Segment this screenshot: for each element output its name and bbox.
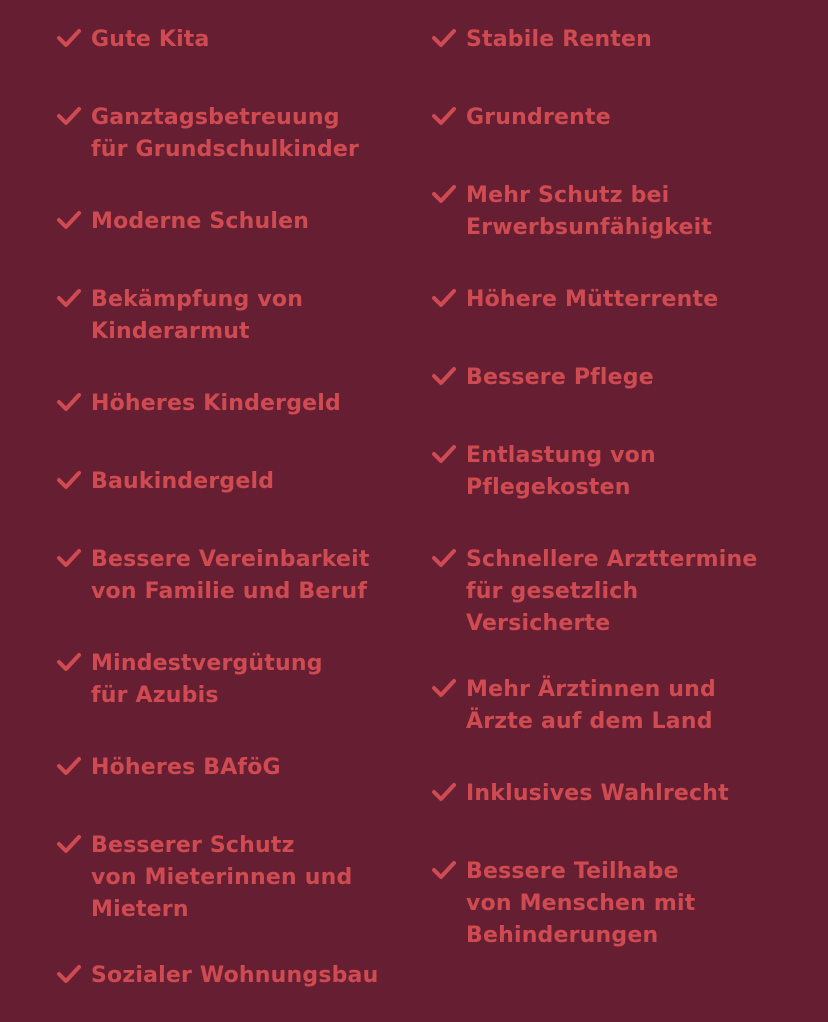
list-item-label: Grundrente bbox=[466, 105, 611, 130]
list-item bbox=[56, 544, 370, 608]
list-item bbox=[56, 466, 274, 498]
list-item bbox=[431, 362, 654, 394]
check-icon bbox=[56, 547, 82, 569]
check-icon bbox=[431, 547, 457, 569]
check-icon bbox=[56, 209, 82, 231]
check-icon bbox=[56, 833, 82, 855]
check-icon bbox=[431, 365, 457, 387]
list-item bbox=[431, 544, 758, 640]
check-icon bbox=[56, 651, 82, 673]
list-item bbox=[431, 180, 712, 244]
list-item bbox=[431, 674, 716, 738]
check-icon bbox=[431, 105, 457, 127]
list-item-label: Bessere Vereinbarkeit von Familie und Beruf bbox=[91, 547, 370, 604]
list-item-label: Schnellere Arzttermine für gesetzlich Versicherte bbox=[466, 547, 758, 636]
check-icon bbox=[431, 781, 457, 803]
list-item bbox=[431, 440, 656, 504]
list-item-label: Bekämpfung von Kinderarmut bbox=[91, 287, 304, 344]
check-icon bbox=[56, 963, 82, 985]
check-icon bbox=[431, 183, 457, 205]
list-item bbox=[56, 206, 309, 238]
list-item-label: Mehr Schutz bei Erwerbsunfähigkeit bbox=[466, 183, 713, 240]
list-item-label: Moderne Schulen bbox=[91, 209, 310, 234]
check-icon bbox=[56, 755, 82, 777]
list-item-label: Bessere Pflege bbox=[466, 365, 654, 390]
list-item bbox=[431, 102, 611, 134]
list-item bbox=[431, 284, 718, 316]
list-item bbox=[56, 102, 359, 166]
list-item-label: Stabile Renten bbox=[466, 27, 653, 52]
check-icon bbox=[431, 677, 457, 699]
list-item-label: Höheres BAföG bbox=[91, 755, 281, 780]
list-item-label: Entlastung von Pflegekosten bbox=[466, 443, 656, 500]
list-item-label: Sozialer Wohnungsbau bbox=[91, 963, 379, 988]
list-item bbox=[56, 388, 341, 420]
check-icon bbox=[431, 27, 457, 49]
list-item bbox=[56, 284, 303, 348]
list-item-label: Bessere Teilhabe von Menschen mit Behinderungen bbox=[466, 859, 696, 948]
list-item bbox=[431, 856, 695, 952]
list-item-label: Inklusives Wahlrecht bbox=[466, 781, 729, 806]
check-icon bbox=[56, 105, 82, 127]
list-item bbox=[56, 830, 352, 926]
list-item bbox=[431, 24, 652, 56]
list-item bbox=[56, 752, 281, 784]
list-item-label: Höhere Mütterrente bbox=[466, 287, 719, 312]
list-item bbox=[431, 778, 729, 810]
check-icon bbox=[56, 469, 82, 491]
list-item bbox=[56, 960, 378, 992]
list-item bbox=[56, 648, 323, 712]
list-item-label: Gute Kita bbox=[91, 27, 210, 52]
check-icon bbox=[56, 287, 82, 309]
list-item-label: Höheres Kindergeld bbox=[91, 391, 341, 416]
list-item-label: Baukindergeld bbox=[91, 469, 275, 494]
check-icon bbox=[56, 27, 82, 49]
list-item-label: Mindestvergütung für Azubis bbox=[91, 651, 323, 708]
check-icon bbox=[431, 443, 457, 465]
list-item-label: Besserer Schutz von Mieterinnen und Mietern bbox=[91, 833, 353, 922]
list-item-label: Mehr Ärztinnen und Ärzte auf dem Land bbox=[466, 677, 716, 734]
check-icon bbox=[56, 391, 82, 413]
list-item bbox=[56, 24, 210, 56]
check-icon bbox=[431, 287, 457, 309]
list-item-label: Ganztagsbetreuung für Grundschulkinder bbox=[91, 105, 360, 162]
check-icon bbox=[431, 859, 457, 881]
